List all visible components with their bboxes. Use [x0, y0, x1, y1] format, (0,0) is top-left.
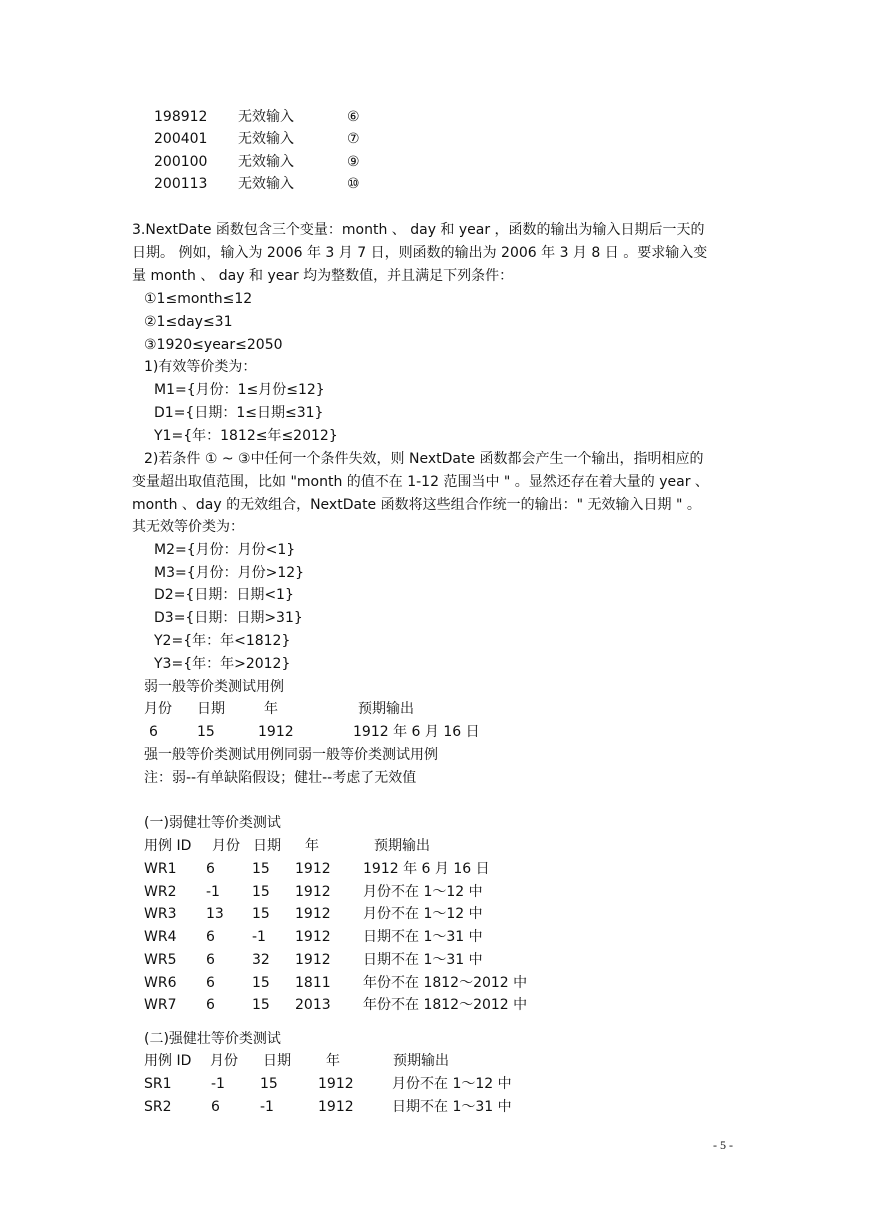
table-cell: 1912	[295, 861, 331, 877]
valid-heading: 1)有效等价类为：	[144, 359, 257, 375]
intro-line: 日期。 例如，输入为 2006 年 3 月 7 日，则函数的输出为 2006 年 3 月 8 日 。要求输入变	[132, 245, 708, 261]
table-cell: 13	[206, 906, 224, 923]
valid-class: Y1={年：1812≤年≤2012}	[154, 428, 338, 444]
table-cell: 日期不在 1～31 中	[392, 1099, 512, 1115]
equivalence-mark: ⑨	[347, 154, 360, 170]
result-value: 无效输入	[238, 109, 294, 125]
header-cell: 日期	[253, 838, 281, 854]
page-number: - 5 -	[713, 1138, 733, 1152]
cell: 1912 年 6 月 16 日	[353, 724, 480, 740]
table-cell: 1912 年 6 月 16 日	[363, 861, 490, 877]
strong-normal-note: 强一般等价类测试用例同弱一般等价类测试用例	[144, 747, 438, 763]
header-cell: 预期输出	[393, 1053, 449, 1069]
table-cell: 6	[206, 861, 215, 877]
table-cell: 6	[206, 951, 215, 968]
condition-item: ②1≤day≤31	[144, 314, 233, 330]
table-cell: 月份不在 1～12 中	[363, 906, 483, 923]
table-cell: 32	[252, 951, 270, 968]
weak-robust-title: (一)弱健壮等价类测试	[144, 815, 281, 831]
cell: 6	[149, 724, 158, 740]
input-value: 198912	[154, 109, 208, 125]
table-cell: WR7	[144, 997, 177, 1014]
table-cell: 年份不在 1812～2012 中	[363, 997, 528, 1014]
table-cell: -1	[211, 1076, 225, 1092]
table-cell: 1912	[295, 906, 331, 923]
header-cell: 日期	[263, 1053, 291, 1069]
input-value: 200100	[154, 154, 208, 170]
table-cell: 15	[252, 906, 270, 923]
input-value: 200401	[154, 131, 208, 147]
equivalence-mark: ⑥	[347, 109, 360, 125]
table-cell: -1	[252, 929, 266, 946]
intro-line: 量 month 、 day 和 year 均为整数值，并且满足下列条件：	[132, 268, 514, 284]
table-cell: 1912	[295, 883, 331, 900]
table-cell: WR4	[144, 929, 177, 946]
condition-item: ③1920≤year≤2050	[144, 337, 283, 353]
table-cell: -1	[206, 883, 220, 900]
table-cell: -1	[260, 1099, 274, 1115]
invalid-class: D3={日期：日期>31}	[154, 610, 303, 626]
table-cell: SR1	[144, 1076, 172, 1092]
table-cell: WR3	[144, 906, 177, 923]
table-cell: 2013	[295, 997, 331, 1014]
table-cell: 15	[252, 974, 270, 991]
header-cell: 年	[326, 1053, 340, 1069]
header-cell: 年	[305, 838, 319, 854]
table-cell: 日期不在 1～31 中	[363, 951, 483, 968]
result-value: 无效输入	[238, 154, 294, 170]
invalid-line: month 、day 的无效组合，NextDate 函数将这些组合作统一的输出：" 无效输入日期 " 。	[132, 497, 701, 513]
table-cell: 6	[206, 974, 215, 991]
invalid-line: 2)若条件 ① ~ ③中任何一个条件失效，则 NextDate 函数都会产生一个输出，指明相应的	[144, 451, 704, 467]
header-cell: 月份	[212, 838, 240, 854]
table-cell: 6	[206, 929, 215, 946]
strong-robust-title: (二)强健壮等价类测试	[144, 1031, 281, 1047]
header-cell: 用例 ID	[144, 1053, 192, 1069]
invalid-class: M2={月份：月份<1}	[154, 542, 296, 558]
table-cell: 年份不在 1812～2012 中	[363, 974, 528, 991]
invalid-class: M3={月份：月份>12}	[154, 565, 305, 581]
table-cell: 月份不在 1～12 中	[392, 1076, 512, 1092]
table-cell: WR2	[144, 883, 177, 900]
weak-normal-title: 弱一般等价类测试用例	[144, 679, 284, 695]
result-value: 无效输入	[238, 176, 294, 192]
intro-line: 3.NextDate 函数包含三个变量：month 、 day 和 year ，函数的输出为输入日期后一天的	[132, 222, 705, 238]
table-cell: WR1	[144, 861, 177, 877]
table-cell: 15	[252, 883, 270, 900]
cell: 15	[197, 724, 215, 740]
invalid-class: D2={日期：日期<1}	[154, 587, 294, 603]
table-cell: 15	[252, 997, 270, 1014]
header-cell: 用例 ID	[144, 838, 192, 854]
header-cell: 年	[264, 701, 278, 717]
table-cell: 15	[260, 1076, 278, 1092]
equivalence-mark: ⑦	[347, 131, 360, 147]
invalid-line: 变量超出取值范围，比如 "month 的值不在 1-12 范围当中 " 。显然还存在着大量的 year 、	[132, 474, 709, 490]
table-cell: SR2	[144, 1099, 172, 1115]
invalid-line: 其无效等价类为：	[132, 519, 244, 535]
table-cell: WR5	[144, 951, 177, 968]
header-cell: 月份	[210, 1053, 238, 1069]
table-cell: 6	[206, 997, 215, 1014]
input-value: 200113	[154, 176, 208, 192]
condition-item: ①1≤month≤12	[144, 291, 253, 307]
table-cell: 1912	[318, 1076, 354, 1092]
table-cell: 1912	[295, 929, 331, 946]
table-cell: 日期不在 1～31 中	[363, 929, 483, 946]
header-cell: 预期输出	[374, 838, 430, 854]
footnote: 注：弱--有单缺陷假设；健壮--考虑了无效值	[144, 770, 417, 786]
result-value: 无效输入	[238, 131, 294, 147]
header-cell: 预期输出	[358, 701, 414, 717]
table-cell: 1912	[318, 1099, 354, 1115]
invalid-class: Y2={年：年<1812}	[154, 633, 291, 649]
invalid-class: Y3={年：年>2012}	[154, 656, 291, 672]
table-cell: 月份不在 1～12 中	[363, 883, 483, 900]
valid-class: M1={月份：1≤月份≤12}	[154, 382, 325, 398]
table-cell: 15	[252, 861, 270, 877]
table-cell: WR6	[144, 974, 177, 991]
equivalence-mark: ⑩	[347, 176, 360, 192]
table-cell: 1811	[295, 974, 331, 991]
table-cell: 1912	[295, 951, 331, 968]
valid-class: D1={日期：1≤日期≤31}	[154, 405, 324, 421]
header-cell: 日期	[197, 701, 225, 717]
table-cell: 6	[211, 1099, 220, 1115]
header-cell: 月份	[144, 701, 172, 717]
cell: 1912	[258, 724, 294, 740]
